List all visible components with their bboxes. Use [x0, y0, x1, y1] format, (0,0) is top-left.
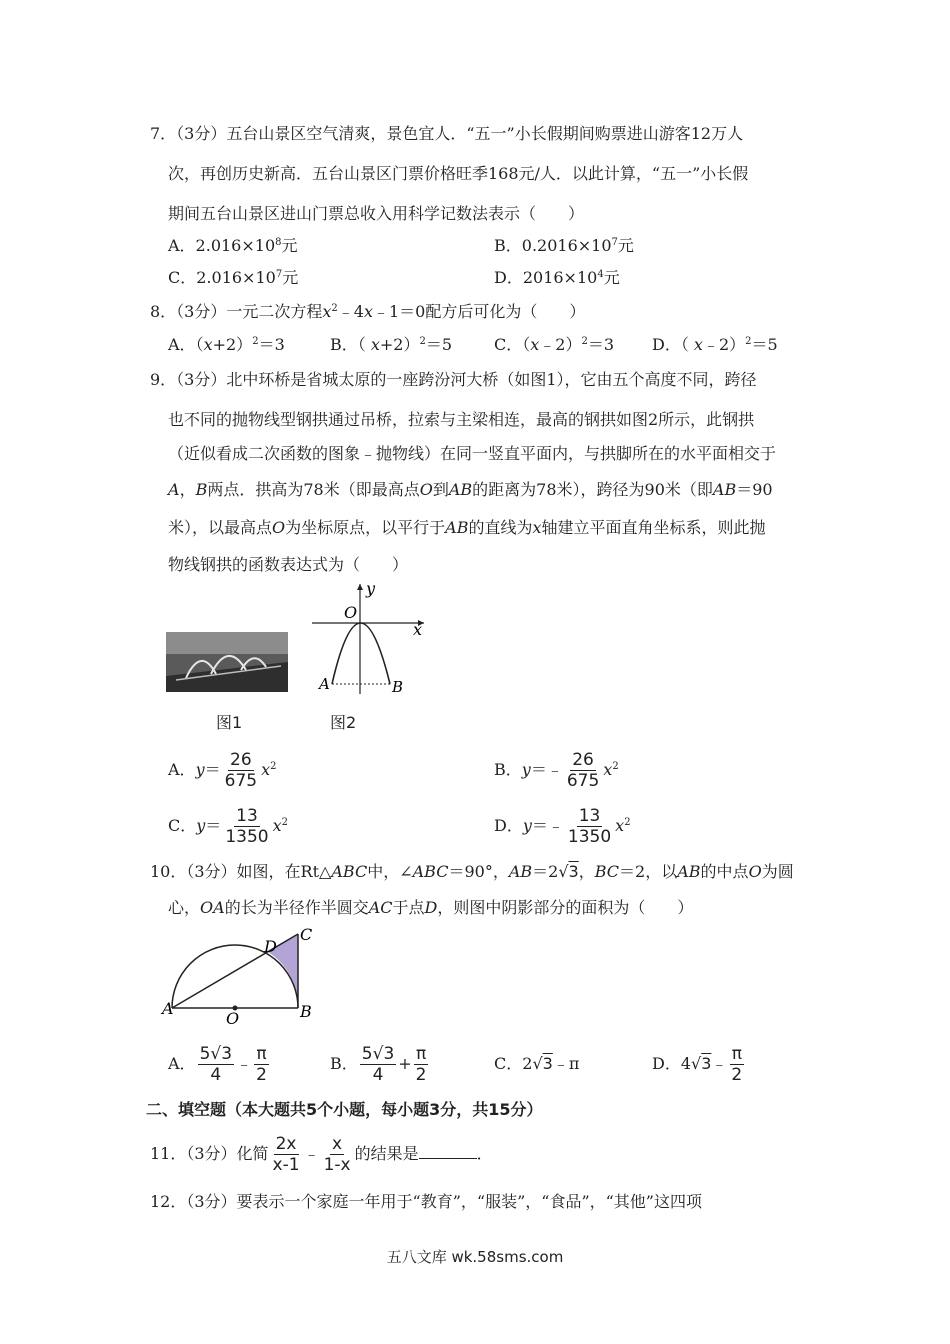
q8-a-mid: +2）	[212, 335, 253, 354]
q7-option-a-exp: 8	[275, 237, 282, 248]
q8-d-x: x	[693, 335, 703, 354]
q8-b-exp: 2	[419, 336, 426, 347]
q9-l5-b: O	[272, 518, 286, 537]
q9-option-b[interactable]	[494, 750, 619, 790]
q10-a-n1: 5	[199, 1044, 211, 1064]
q7-option-a[interactable]	[168, 236, 298, 256]
q10-l1-g: ＝2	[532, 862, 559, 881]
q9-a-den: 675	[224, 771, 258, 791]
parabola-figure	[310, 578, 430, 696]
section-heading: 二、填空题（本大题共5个小题，每小题3分，共15分）	[146, 1100, 543, 1119]
q10-l1-j: BC	[594, 862, 620, 881]
q9-l4-b: ，	[179, 480, 196, 499]
q10-a-num1: 5√3	[199, 1044, 233, 1064]
q10-l1-c: 中，∠	[367, 862, 413, 881]
q10-a-frac2	[254, 1045, 269, 1084]
q8-a-x: x	[203, 335, 213, 354]
q8-c-mid: ﹣2）	[539, 335, 582, 354]
q9-l5-a: 米），以最高点	[168, 518, 273, 537]
q10-line-1	[150, 862, 794, 882]
q9-b-pre: B．	[494, 760, 522, 779]
q10-d-d2: 2	[731, 1065, 743, 1085]
q7-option-c-unit: 元	[282, 268, 299, 287]
label-a: A	[162, 999, 174, 1018]
q7-option-c-label: C．2.016×10	[168, 268, 276, 287]
q9-d-num: 13	[578, 806, 601, 826]
q9-option-a[interactable]	[168, 750, 276, 790]
q9-c-eq: ＝	[205, 816, 222, 835]
q10-line-2	[168, 898, 693, 918]
q10-a-frac1	[198, 1045, 235, 1084]
q8-b-mid: +2）	[379, 335, 420, 354]
q7-option-b-exp: 7	[611, 237, 618, 248]
q9-b-exp: 2	[612, 761, 619, 772]
label-o: O	[344, 603, 358, 622]
q9-l4-e: O	[419, 480, 433, 499]
q10-l1-k: ＝2，以	[619, 862, 678, 881]
label-x: x	[413, 620, 423, 639]
q9-b-frac	[565, 751, 601, 790]
q8-option-d[interactable]	[652, 335, 778, 355]
q10-a-r: 3	[221, 1044, 233, 1064]
q8-d-post: ＝5	[751, 335, 778, 354]
q11-n2: x	[332, 1134, 343, 1154]
fig1-caption: 图1	[216, 713, 243, 732]
q9-option-c[interactable]	[168, 806, 288, 846]
label-b: B	[392, 678, 404, 696]
parabola-curve	[332, 623, 390, 684]
q10-b-d2: 2	[415, 1065, 427, 1085]
bridge-photo	[166, 632, 288, 692]
q10-a-pre: A．	[168, 1054, 196, 1073]
q10-l1-b: ABC	[331, 862, 368, 881]
q9-c-den: 1350	[225, 827, 269, 847]
q9-line-3: （近似看成二次函数的图象﹣抛物线）在同一竖直平面内，与拱脚所在的水平面相交于	[168, 444, 777, 463]
q8-stem-c: ﹣1＝0配方后可化为（ ）	[373, 302, 586, 321]
q11-answer-blank[interactable]	[419, 1144, 477, 1159]
q7-line-3: 期间五台山景区进山门票总收入用科学记数法表示（ ）	[168, 204, 585, 223]
q9-line-1: 9．（3分）北中环桥是省城太原的一座跨汾河大桥（如图1），它由五个高度不同，跨径	[150, 370, 757, 389]
q10-l1-o: 为圆	[761, 862, 794, 881]
q9-c-num: 13	[236, 806, 258, 826]
footer-watermark: 五八文库 wk.58sms.com	[386, 1248, 564, 1266]
q11-frac1	[271, 1135, 302, 1174]
q9-l4-f: 到	[432, 480, 449, 499]
q10-b-num1: 5√3	[361, 1044, 395, 1064]
q8-b-pre: B．（	[330, 335, 371, 354]
q10-b-frac1	[360, 1045, 397, 1084]
q10-l1-d: ABC	[412, 862, 449, 881]
q10-option-c[interactable]	[494, 1044, 579, 1084]
q8-var-2: x	[363, 302, 373, 321]
q10-c-post: ﹣π	[552, 1054, 580, 1073]
q10-d-sqrt: √3	[691, 1054, 712, 1073]
q7-option-d-label: D．2016×10	[494, 268, 598, 287]
q8-c-x: x	[530, 335, 540, 354]
q9-line-6: 物线钢拱的函数表达式为（ ）	[168, 555, 409, 574]
q10-option-a[interactable]	[168, 1044, 271, 1084]
q10-l2-f: D	[424, 898, 438, 917]
q10-l1-l: AB	[677, 862, 701, 881]
q9-l4-j: ＝90	[736, 480, 773, 499]
q10-b-r: 3	[383, 1044, 395, 1064]
q7-option-d-unit: 元	[603, 268, 620, 287]
fig2-caption: 图2	[330, 713, 357, 732]
q7-option-c-exp: 7	[275, 269, 283, 280]
q9-d-y: y	[522, 816, 532, 835]
q9-b-num: 26	[572, 750, 594, 770]
q8-stem-a: 8．（3分）一元二次方程	[150, 302, 323, 321]
q10-l1-h: 3	[568, 862, 579, 881]
q7-option-b[interactable]	[494, 236, 634, 256]
q7-line-2: 次，再创历史新高．五台山景区门票价格旺季168元/人．以此计算，“五一”小长假	[168, 164, 749, 183]
q9-b-x: x	[603, 760, 613, 779]
q9-d-den: 1350	[567, 827, 612, 847]
q9-a-num: 26	[230, 750, 252, 770]
q10-d-frac	[729, 1045, 744, 1084]
q9-l5-f: x	[532, 518, 542, 537]
q9-l4-c: B	[195, 480, 208, 499]
q9-d-x: x	[615, 816, 625, 835]
q9-a-eq: ＝	[204, 760, 221, 779]
q9-l5-d: AB	[445, 518, 469, 537]
semicircle-figure	[160, 924, 320, 1024]
q9-d-pre: D．	[494, 816, 523, 835]
q9-c-x: x	[272, 816, 282, 835]
q9-line-5	[168, 518, 766, 538]
q10-b-n1: 5	[361, 1044, 373, 1064]
q9-b-eq: ＝﹣	[530, 760, 563, 779]
q9-line-4	[168, 480, 773, 500]
q10-d-n2: π	[731, 1044, 742, 1064]
q9-l4-h: 的距离为78米），跨径为90米（即	[472, 480, 713, 499]
q10-l2-a: 心，	[168, 898, 201, 917]
q10-a-d2: 2	[256, 1065, 267, 1085]
q10-l1-a: 10．（3分）如图，在Rt△	[150, 862, 332, 881]
q9-l5-e: 的直线为	[468, 518, 533, 537]
q11-line	[150, 1134, 493, 1174]
q10-l1-e: ＝90°，	[448, 862, 509, 881]
q10-l2-d: AC	[368, 898, 393, 917]
q7-option-b-label: B．0.2016×10	[494, 236, 612, 255]
q9-a-frac	[223, 751, 259, 790]
q10-b-op: +	[398, 1054, 412, 1073]
label-c: C	[300, 925, 313, 944]
q7-option-a-unit: 元	[281, 236, 298, 255]
q10-l2-g: ，则图中阴影部分的面积为（ ）	[437, 898, 694, 917]
q10-a-n2: π	[256, 1044, 267, 1064]
q9-d-eq: ＝﹣	[531, 816, 564, 835]
q8-option-a[interactable]	[168, 335, 285, 355]
q9-l4-a: A	[168, 480, 180, 499]
q9-a-y: y	[195, 760, 205, 779]
q8-b-x: x	[370, 335, 380, 354]
q10-a-op: ﹣	[236, 1054, 253, 1073]
q11-d1: x-1	[272, 1155, 300, 1175]
q9-l4-d: 两点．拱高为78米（即最高点	[207, 480, 420, 499]
q8-c-pre: C．（	[494, 335, 531, 354]
q9-option-d[interactable]	[494, 806, 631, 846]
q8-b-post: ＝5	[425, 335, 453, 354]
q7-option-c[interactable]	[168, 268, 298, 288]
q10-c-r: 3	[542, 1054, 553, 1073]
q7-option-a-label: A．2.016×10	[168, 236, 276, 255]
q10-l1-n: O	[748, 862, 762, 881]
q9-a-pre: A．	[168, 760, 196, 779]
q9-d-frac	[566, 807, 613, 846]
label-o: O	[226, 1009, 240, 1024]
q8-a-pre: A．（	[168, 335, 204, 354]
q10-d-op: ﹣	[711, 1054, 728, 1073]
q10-c-pre: C．2	[494, 1054, 533, 1073]
q8-var: x	[322, 302, 332, 321]
q7-option-b-unit: 元	[617, 236, 634, 255]
q10-option-b[interactable]	[330, 1044, 431, 1084]
label-d: D	[264, 937, 277, 956]
q8-d-exp: 2	[745, 336, 752, 347]
q9-d-exp: 2	[624, 817, 631, 828]
q9-l4-i: AB	[712, 480, 737, 499]
q9-b-y: y	[521, 760, 531, 779]
q10-a-d1: 4	[210, 1065, 222, 1085]
q7-option-d[interactable]	[494, 268, 620, 288]
y-axis-arrow	[357, 584, 363, 590]
q10-l1-i: ，	[578, 862, 595, 881]
q9-l5-g: 轴建立平面直角坐标系，则此抛	[541, 518, 766, 537]
q10-l2-e: 于点	[392, 898, 425, 917]
q9-a-exp: 2	[270, 761, 277, 772]
q10-c-sqrt: √3	[532, 1054, 553, 1073]
q10-d-pre: D．4	[652, 1054, 692, 1073]
q8-stem-b: ﹣4	[337, 302, 364, 321]
q9-c-y: y	[196, 816, 206, 835]
q10-b-n2: π	[415, 1044, 427, 1064]
q8-c-post: ＝3	[587, 335, 615, 354]
q8-exp: 2	[331, 303, 338, 314]
q10-l1-m: 的中点	[700, 862, 749, 881]
q7-line-1: 7．（3分）五台山景区空气清爽，景色宜人．“五一”小长假期间购票进山游客12万人	[150, 124, 744, 143]
q9-a-x: x	[261, 760, 271, 779]
q10-l2-b: OA	[200, 898, 225, 917]
q9-c-exp: 2	[281, 817, 288, 828]
q11-end: ．	[476, 1144, 493, 1163]
q11-d2: 1-x	[323, 1155, 351, 1175]
q12-line-1: 12．（3分）要表示一个家庭一年用于“教育”，“服装”，“食品”，“其他”这四项	[150, 1192, 702, 1211]
q8-c-exp: 2	[581, 336, 588, 347]
q7-option-d-exp: 4	[597, 269, 604, 280]
q10-b-frac2	[414, 1045, 429, 1084]
q11-pre: 11．（3分）化简	[150, 1144, 269, 1163]
q8-a-post: ＝3	[258, 335, 285, 354]
q8-option-b[interactable]	[330, 335, 452, 355]
label-y: y	[366, 579, 376, 598]
q9-line-2: 也不同的抛物线型钢拱通过吊桥，拉索与主梁相连，最高的钢拱如图2所示，此钢拱	[168, 410, 755, 429]
q10-l2-c: 的长为半径作半圆交	[224, 898, 369, 917]
q8-d-mid: ﹣2）	[702, 335, 746, 354]
q8-option-c[interactable]	[494, 335, 614, 355]
q11-n1: 2x	[275, 1134, 297, 1154]
q9-l4-g: AB	[448, 480, 473, 499]
q11-frac2	[322, 1135, 353, 1174]
q10-l1-f: AB	[508, 862, 533, 881]
label-b: B	[300, 1002, 312, 1021]
q10-b-d1: 4	[372, 1065, 384, 1085]
q10-option-d[interactable]	[652, 1044, 746, 1084]
q9-l5-c: 为坐标原点，以平行于	[285, 518, 446, 537]
q10-d-r: 3	[701, 1054, 712, 1073]
q8-stem	[150, 302, 585, 322]
q9-b-den: 675	[566, 771, 600, 791]
q9-c-frac	[223, 807, 270, 846]
q8-d-pre: D．（	[652, 335, 694, 354]
q9-c-pre: C．	[168, 816, 197, 835]
label-a: A	[319, 675, 330, 693]
q8-a-exp: 2	[252, 336, 259, 347]
q11-op: ﹣	[303, 1144, 320, 1163]
q11-post: 的结果是	[354, 1144, 419, 1163]
q10-b-pre: B．	[330, 1054, 358, 1073]
q10-sqrt: √3	[558, 862, 579, 881]
